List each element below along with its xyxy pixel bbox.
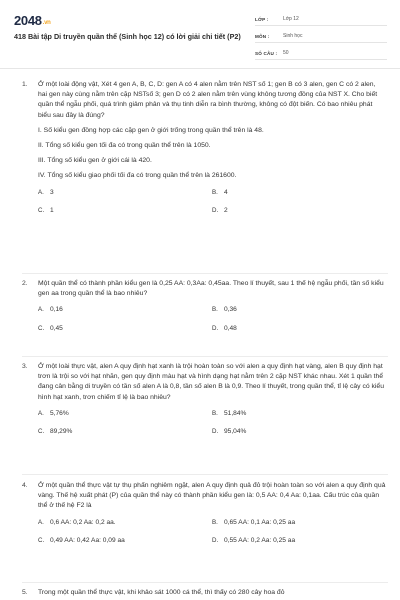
- option-letter: D.: [212, 536, 219, 544]
- site-logo[interactable]: [14, 13, 51, 28]
- option-text: 5,76%: [50, 409, 69, 417]
- option-a[interactable]: [38, 409, 212, 419]
- option-text: 0,45: [50, 324, 63, 332]
- answer-options: [38, 188, 386, 216]
- option-text: 2: [224, 206, 228, 214]
- option-b[interactable]: [212, 518, 386, 528]
- answer-options: [38, 409, 386, 437]
- option-letter: B.: [212, 306, 218, 314]
- option-letter: B.: [212, 518, 218, 526]
- option-text: 0,55 AA: 0,2 Aa: 0,25 aa: [224, 536, 296, 544]
- question-divider: [22, 273, 388, 274]
- answer-options: [38, 518, 386, 546]
- question-number: 4.: [22, 482, 28, 489]
- option-d[interactable]: [212, 206, 386, 216]
- question-text: Trong một quần thể thực vật, khi khảo sát 1000 cá thể, thì thấy có 280 cây hoa đỏ: [38, 589, 285, 596]
- question-text: Một quần thể có thành phần kiểu gen là 0,25 AA: 0,3Aa: 0,45aa. Theo lí thuyết, sau 1 thế hệ ngẫu phối, tần số kiểu gen aa trong quần thể là bao nhiêu?: [38, 280, 384, 298]
- question-number: 2.: [22, 280, 28, 287]
- option-letter: C.: [38, 428, 45, 436]
- logo-suffix: .vn: [42, 20, 51, 26]
- question-number: 3.: [22, 363, 28, 370]
- option-letter: A.: [38, 409, 44, 417]
- option-b[interactable]: [212, 305, 386, 315]
- question-2: [22, 279, 392, 334]
- question-text: Ở một quần thể thực vật tự thụ phấn nghiêm ngặt, alen A quy định quả đỏ trội hoàn toàn so với alen a quy định quả vàng. Thế hệ xuất phát (P) của quần thể này có thành phần kiểu gen là: 0,5 AA: 0,4 Aa: 0,1aa. Cấu trúc của quần thể ở thế hệ F2 là: [38, 482, 386, 510]
- question-divider: [22, 582, 388, 583]
- option-letter: A.: [38, 518, 44, 526]
- option-text: 51,84%: [224, 409, 247, 417]
- question-number: 5.: [22, 589, 28, 596]
- option-letter: B.: [212, 409, 218, 417]
- statement: III. Tổng số kiểu gen ở giới cái là 420.: [38, 157, 152, 165]
- option-b[interactable]: [212, 188, 386, 198]
- option-letter: C.: [38, 536, 45, 544]
- option-text: 89,29%: [50, 428, 73, 436]
- meta-value: Sinh học: [283, 33, 303, 39]
- option-letter: D.: [212, 428, 219, 436]
- meta-row-class: [255, 13, 387, 26]
- option-text: 0,48: [224, 324, 237, 332]
- option-d[interactable]: [212, 536, 386, 546]
- document-meta: [255, 13, 387, 64]
- option-d[interactable]: [212, 324, 386, 334]
- question-4: [22, 481, 392, 546]
- question-text: Ở một loài thực vật, alen A quy định hạt xanh là trội hoàn toàn so với alen a quy định hạt vàng, alen B quy định hạt trơn là trội so với hạt nhăn, gen quy định màu hạt và hình dạng hạt nằm trên 2 cặp NST khác nhau. Xét 1 quần thể đang cân bằng di truyền có tần số alen A là 0,8, tần số alen B là 0,9. Theo lí thuyết, trong quần thể, tỉ lệ cây có kiểu hình hạt xanh, trơn chiếm tỉ lệ là bao nhiêu?: [38, 363, 384, 401]
- option-text: 0,49 AA: 0,42 Aa: 0,09 aa: [50, 536, 125, 544]
- question-divider: [22, 356, 388, 357]
- option-text: 1: [50, 206, 54, 214]
- meta-key: SỐ CÂU :: [255, 50, 278, 56]
- option-a[interactable]: [38, 188, 212, 198]
- statement: IV. Tổng số kiểu giao phối tối đa có trong quần thể trên là 261600.: [38, 172, 237, 180]
- option-text: 0,6 AA: 0,2 Aa: 0,2 aa.: [50, 518, 116, 526]
- option-letter: D.: [212, 324, 219, 332]
- header-divider: [0, 68, 400, 69]
- document-header: [0, 0, 400, 66]
- document-title: 418 Bài tập Di truyền quần thể (Sinh học 12) có lời giải chi tiết (P2): [14, 32, 241, 41]
- option-d[interactable]: [212, 427, 386, 437]
- meta-value: 50: [283, 50, 289, 56]
- option-c[interactable]: [38, 427, 212, 437]
- option-letter: C.: [38, 206, 45, 214]
- option-text: 3: [50, 188, 54, 196]
- statement: II. Tổng số kiểu gen tối đa có trong quần thể trên là 1050.: [38, 142, 211, 150]
- option-text: 0,16: [50, 306, 63, 314]
- option-a[interactable]: [38, 305, 212, 315]
- option-text: 0,65 AA: 0,1 Aa: 0,25 aa: [224, 518, 296, 526]
- option-letter: B.: [212, 188, 218, 196]
- option-text: 4: [224, 188, 228, 196]
- question-number: 1.: [22, 81, 28, 88]
- option-text: 95,04%: [224, 428, 247, 436]
- option-a[interactable]: [38, 518, 212, 528]
- question-5: [22, 588, 392, 598]
- option-letter: D.: [212, 206, 219, 214]
- option-letter: A.: [38, 306, 44, 314]
- option-letter: C.: [38, 324, 45, 332]
- statement-list: [38, 126, 386, 182]
- option-c[interactable]: [38, 324, 212, 334]
- option-text: 0,36: [224, 306, 237, 314]
- meta-row-count: [255, 47, 387, 60]
- option-b[interactable]: [212, 409, 386, 419]
- meta-row-subject: [255, 30, 387, 43]
- question-text: Ở một loài động vật, Xét 4 gen A, B, C, D: gen A có 4 alen nằm trên NST số 1; gen B có 3 alen, gen C có 2 alen, hai gen này cùng nằm trên cặp NSTsố 3; gen D có 2 alen nằm trên vùng không tương đồng của NST X. Cho biết quần thể ngẫu phối, quá trình giảm phân và thụ tinh diễn ra bình thường, không có đột biến. Có bao nhiêu phát biểu sau đây là đúng?: [38, 81, 378, 119]
- statement: I. Số kiểu gen đồng hợp các cặp gen ở giới trống trong quần thể trên là 48.: [38, 126, 264, 134]
- logo-main: 2048: [14, 13, 42, 28]
- option-c[interactable]: [38, 536, 212, 546]
- meta-key: MÔN :: [255, 33, 270, 39]
- option-c[interactable]: [38, 206, 212, 216]
- question-1: [22, 80, 392, 216]
- option-letter: A.: [38, 188, 44, 196]
- question-3: [22, 362, 392, 437]
- meta-value: Lớp 12: [283, 16, 299, 22]
- question-divider: [22, 474, 388, 475]
- answer-options: [38, 305, 386, 333]
- meta-key: LỚP :: [255, 16, 269, 22]
